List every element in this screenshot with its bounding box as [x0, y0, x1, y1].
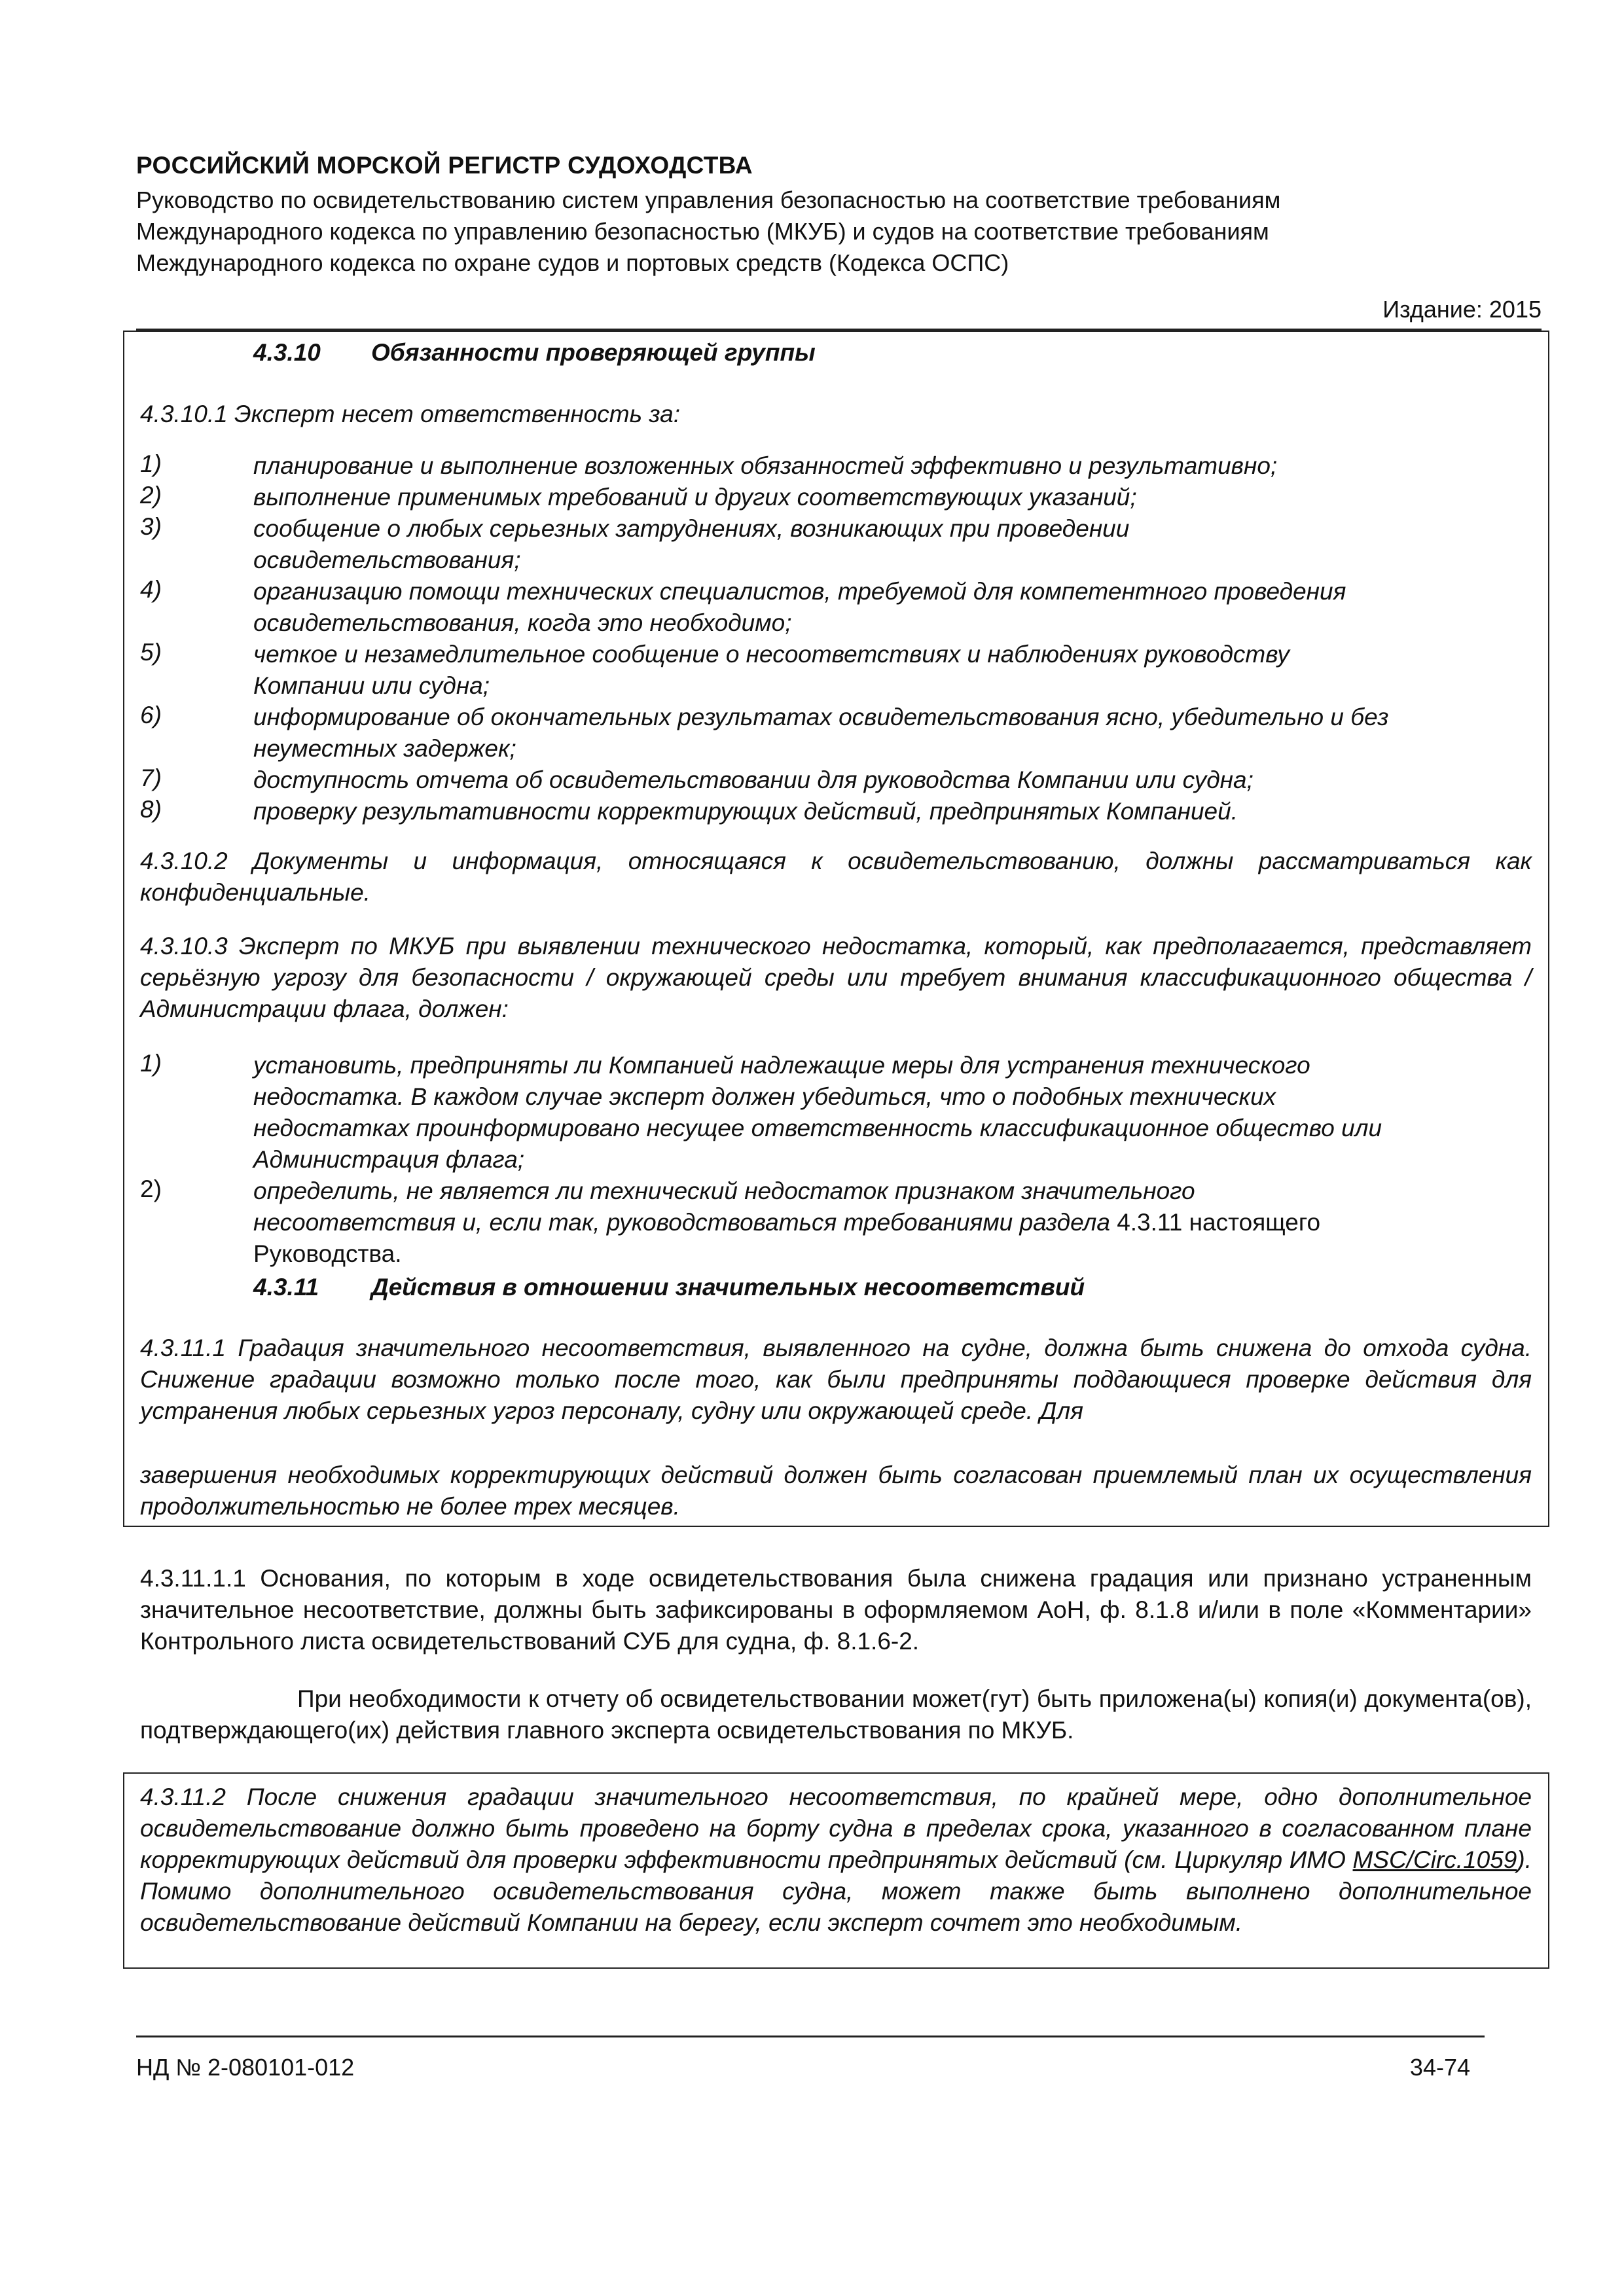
list-item [253, 764, 1254, 796]
section-title: Обязанности проверяющей группы [371, 339, 816, 366]
list-item-line: освидетельствования, когда это необходимо; [253, 609, 792, 636]
list-item-number: 7) [140, 764, 162, 791]
paragraph-text: ). Помимо дополнительного освидетельствования судна, может также быть выполнено дополнительное освидетельствование действий Компании на берегу, если эксперт сочтет это необходимым. [140, 1846, 1532, 1936]
list-item-line: организацию помощи технических специалистов, требуемой для компетентного проведения [253, 578, 1346, 605]
list-item-number: 3) [140, 513, 162, 540]
list-item [253, 1050, 1382, 1175]
paragraph-4-3-10-3: 4.3.10.3 Эксперт по МКУБ при выявлении технического недостатка, который, как предполагается, представляет серьёзную угрозу для безопасности / окружающей среды или требует внимания классификационного общества / Администрации флага, должен: [140, 933, 1532, 1022]
section-number: 4.3.11 [253, 1274, 319, 1300]
list-item-line [253, 1207, 1320, 1238]
list-item-line: Руководства. [253, 1240, 402, 1267]
list-item [253, 482, 1137, 513]
list-item [253, 796, 1238, 827]
list-item [253, 702, 1388, 764]
list-item-line: четкое и незамедлительное сообщение о несоответствиях и наблюдениях руководству [253, 641, 1290, 668]
section-number: 4.3.10 [253, 339, 321, 366]
document-number: НД № 2-080101-012 [136, 2054, 355, 2081]
list-item-line: установить, предприняты ли Компанией надлежащие меры для устранения технического [253, 1052, 1310, 1079]
cross-reference: 4.3.11 настоящего [1117, 1209, 1321, 1236]
edition-label: Издание: 2015 [1382, 296, 1542, 323]
list-item-line: Администрация флага; [253, 1146, 525, 1173]
list-item-line: недостатка. В каждом случае эксперт должен убедиться, что о подобных технических [253, 1083, 1276, 1110]
list-item-number: 2) [140, 482, 162, 509]
paragraph-4-3-10-1: 4.3.10.1 Эксперт несет ответственность за: [140, 401, 681, 427]
list-item-line: недостатках проинформировано несущее ответственность классификационное общество или [253, 1115, 1382, 1141]
list-item-line: планирование и выполнение возложенных обязанностей эффективно и результативно; [253, 452, 1278, 479]
paragraph-4-3-10-2: 4.3.10.2 Документы и информация, относящаяся к освидетельствованию, должны рассматриваться как конфиденциальные. [140, 848, 1532, 906]
list-item-line: информирование об окончательных результатах освидетельствования ясно, убедительно и без [253, 704, 1389, 730]
paragraph-4-3-11-1-1: 4.3.11.1.1 Основания, по которым в ходе освидетельствования была снижена градация или признано устраненным значительное несоответствие, должны быть зафиксированы в оформляемом АоН, ф. 8.1.8 и/или в поле «Комментарии» Контрольного листа освидетельствований СУБ для судна, ф. 8.1.6-2. [140, 1565, 1532, 1655]
section-heading-4-3-11 [253, 1274, 1432, 1306]
document-org-title: РОССИЙСКИЙ МОРСКОЙ РЕГИСТР СУДОХОДСТВА [136, 152, 753, 179]
footer-divider [136, 2036, 1485, 2037]
paragraph-4-3-11-1: 4.3.11.1 Градация значительного несоответствия, выявленного на судне, должна быть снижена до отхода судна. Снижение градации возможно только после того, как были предприняты поддающиеся проверке действия для устранения любых серьезных угроз персоналу, судну или окружающей среде. Для [140, 1335, 1532, 1424]
list-item-line: доступность отчета об освидетельствовании для руководства Компании или судна; [253, 766, 1254, 793]
paragraph-attachments: При необходимости к отчету об освидетельствовании может(гут) быть приложена(ы) копия(и) документа(ов), подтверждающего(их) действия главного эксперта освидетельствования по МКУБ. [140, 1685, 1532, 1744]
page-number: 34-74 [1409, 2054, 1470, 2081]
list-item-number: 5) [140, 639, 162, 666]
list-item-line: сообщение о любых серьезных затруднениях, возникающих при проведении [253, 515, 1130, 542]
list-item [253, 450, 1277, 482]
list-item-number: 1) [140, 1050, 162, 1077]
list-item [253, 1175, 1320, 1270]
paragraph-4-3-11-2 [140, 1782, 1532, 1939]
document-subtitle-line-3: Международного кодекса по охране судов и портовых средств (Кодекса ОСПС) [136, 249, 1009, 276]
section-heading-4-3-10 [253, 339, 1432, 372]
list-item [253, 513, 1129, 576]
list-item-line: проверку результативности корректирующих действий, предпринятых Компанией. [253, 798, 1238, 825]
list-item-line: освидетельствования; [253, 547, 521, 573]
list-item-number: 4) [140, 576, 162, 603]
list-item-line: неуместных задержек; [253, 735, 516, 762]
list-item [253, 576, 1346, 639]
list-item-number: 8) [140, 796, 162, 823]
list-item-line: выполнение применимых требований и других соответствующих указаний; [253, 484, 1137, 511]
list-item [253, 639, 1290, 702]
paragraph-4-3-11-1-continued: завершения необходимых корректирующих действий должен быть согласован приемлемый план их осуществления продолжительностью не более трех месяцев. [140, 1462, 1532, 1520]
paragraph-text: 4.3.11.2 После снижения градации значительного несоответствия, по крайней мере, одно дополнительное освидетельствование должно быть проведено на борту судна в пределах срока, указанного в согласованном плане корректирующих действий для проверки эффективности предпринятых действий (см. Циркуляр ИМО [140, 1784, 1532, 1873]
document-subtitle-line-1: Руководство по освидетельствованию систем управления безопасностью на соответствие требованиям [136, 187, 1281, 213]
section-title: Действия в отношении значительных несоответствий [371, 1274, 1085, 1300]
list-item-line: определить, не является ли технический недостаток признаком значительного [253, 1177, 1195, 1204]
list-item-line: Компании или судна; [253, 672, 490, 699]
document-subtitle-line-2: Международного кодекса по управлению безопасностью (МКУБ) и судов на соответствие требованиям [136, 218, 1269, 245]
list-item-number: 6) [140, 702, 162, 728]
list-item-number: 1) [140, 450, 162, 477]
list-item-number: 2) [140, 1175, 162, 1202]
italic-text: несоответствия и, если так, руководствоваться требованиями раздела [253, 1209, 1117, 1236]
imo-circular-link[interactable]: MSC/Circ.1059 [1352, 1846, 1517, 1873]
